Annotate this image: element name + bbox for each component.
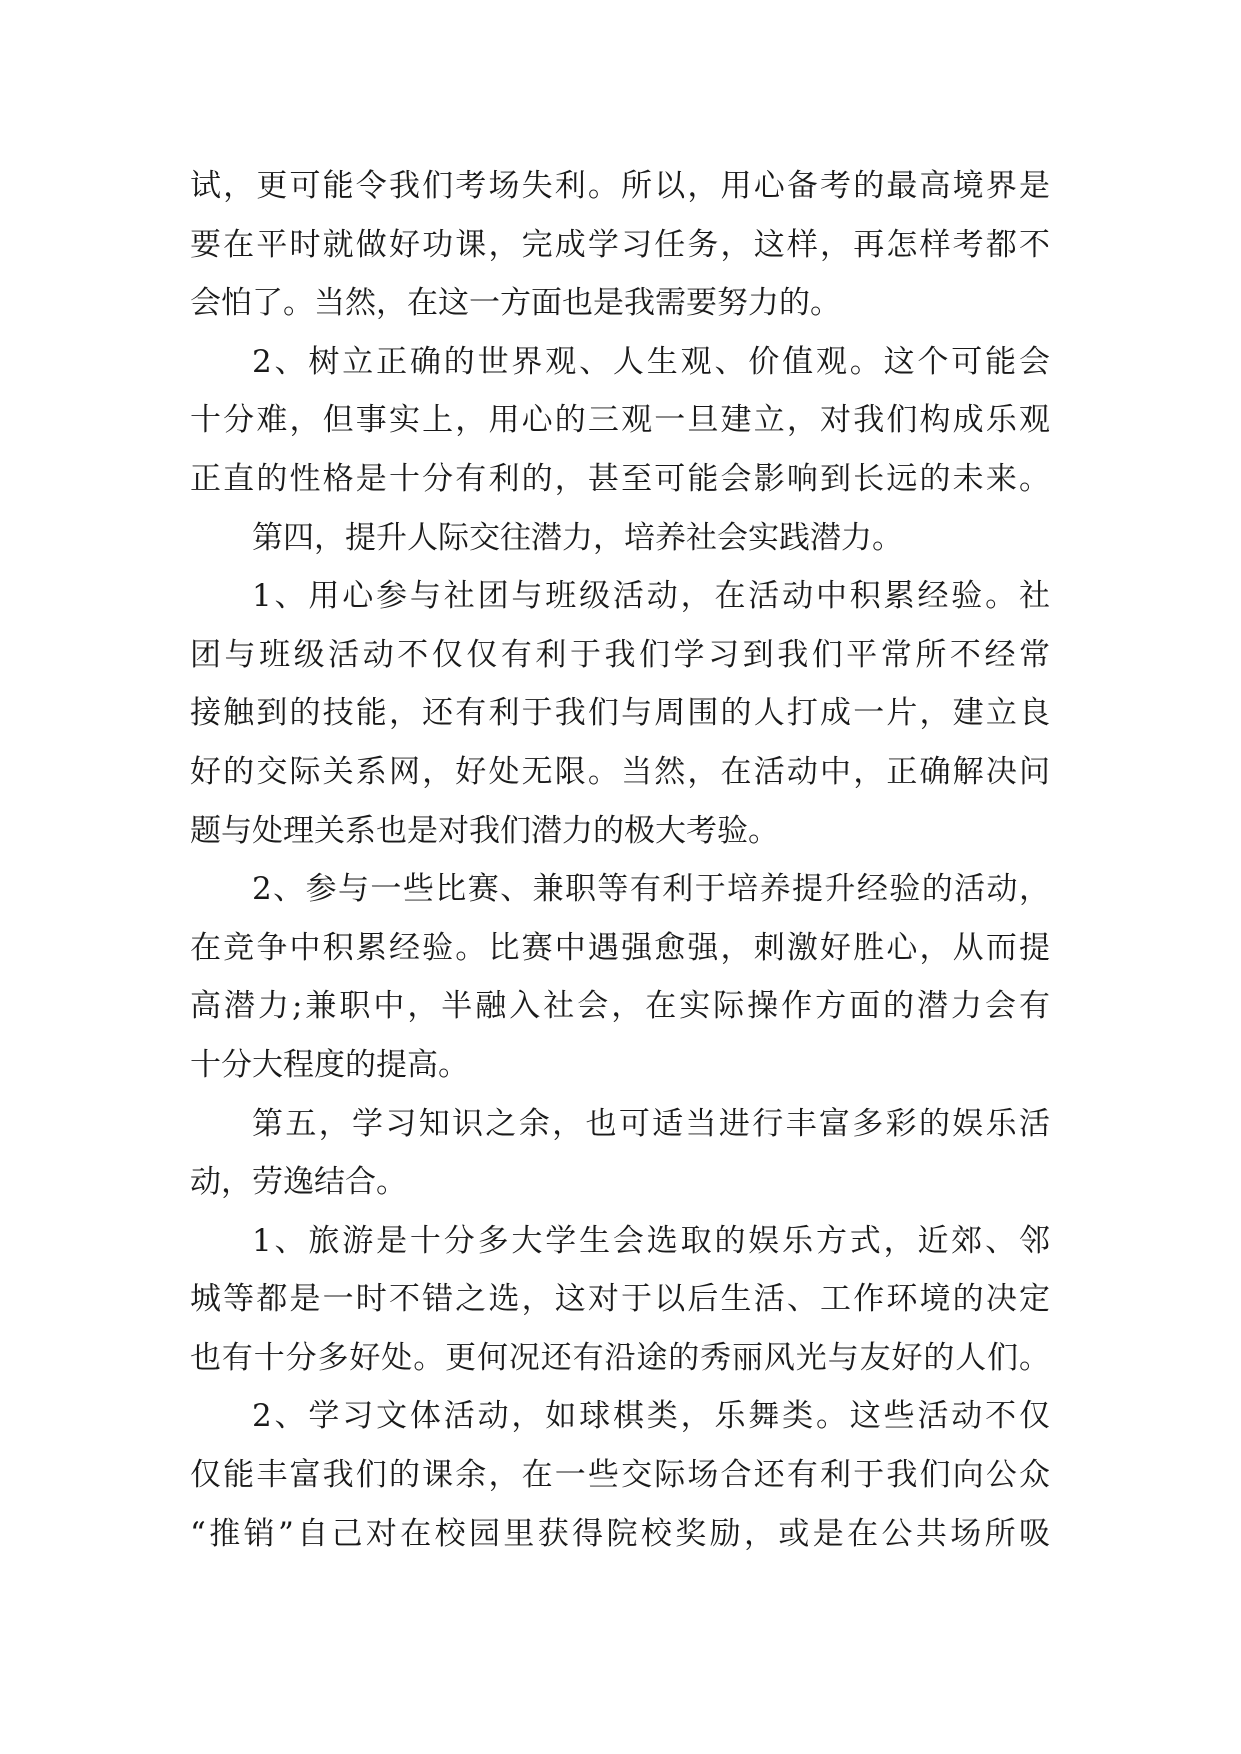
text-line: 2、参与一些比赛、兼职等有利于培养提升经验的活动， <box>252 871 1050 908</box>
text-line: 团与班级活动不仅仅有利于我们学习到我们平常所不经常 <box>190 636 1050 673</box>
text-line: 十分大程度的提高。 <box>190 1046 469 1083</box>
text-line: 第四，提升人际交往潜力，培养社会实践潜力。 <box>252 519 903 556</box>
text-line: 十分难，但事实上，用心的三观一旦建立，对我们构成乐观 <box>190 402 1050 439</box>
text-line: 接触到的技能，还有利于我们与周围的人打成一片，建立良 <box>190 695 1050 732</box>
text-line: 在竞争中积累经验。比赛中遇强愈强，刺激好胜心，从而提 <box>190 929 1050 966</box>
text-line: 也有十分多好处。更何况还有沿途的秀丽风光与友好的人们。 <box>190 1339 1050 1376</box>
text-line: 高潜力;兼职中，半融入社会，在实际操作方面的潜力会有 <box>190 988 1050 1025</box>
text-line: 1、用心参与社团与班级活动，在活动中积累经验。社 <box>252 578 1050 615</box>
text-line: 仅能丰富我们的课余，在一些交际场合还有利于我们向公众 <box>190 1457 1050 1494</box>
text-line: 正直的性格是十分有利的，甚至可能会影响到长远的未来。 <box>190 460 1050 497</box>
document-body <box>190 157 1050 1563</box>
text-line: 第五，学习知识之余，也可适当进行丰富多彩的娱乐活 <box>252 1105 1050 1142</box>
text-line: 2、学习文体活动，如球棋类，乐舞类。这些活动不仅 <box>252 1398 1050 1435</box>
text-line: 试，更可能令我们考场失利。所以，用心备考的最高境界是 <box>190 168 1050 204</box>
text-line: 题与处理关系也是对我们潜力的极大考验。 <box>190 812 779 849</box>
text-line: 动，劳逸结合。 <box>190 1164 407 1201</box>
text-line: 城等都是一时不错之选，这对于以后生活、工作环境的决定 <box>190 1281 1050 1318</box>
text-line: “推销”自己对在校园里获得院校奖励，或是在公共场所吸 <box>190 1515 1050 1552</box>
text-line: 好的交际关系网，好处无限。当然，在活动中，正确解决问 <box>190 753 1050 790</box>
text-line: 2、树立正确的世界观、人生观、价值观。这个可能会 <box>252 343 1050 380</box>
text-line: 1、旅游是十分多大学生会选取的娱乐方式，近郊、邻 <box>252 1222 1050 1259</box>
text-line: 会怕了。当然，在这一方面也是我需要努力的。 <box>190 285 841 322</box>
text-line: 要在平时就做好功课，完成学习任务，这样，再怎样考都不 <box>190 226 1050 263</box>
